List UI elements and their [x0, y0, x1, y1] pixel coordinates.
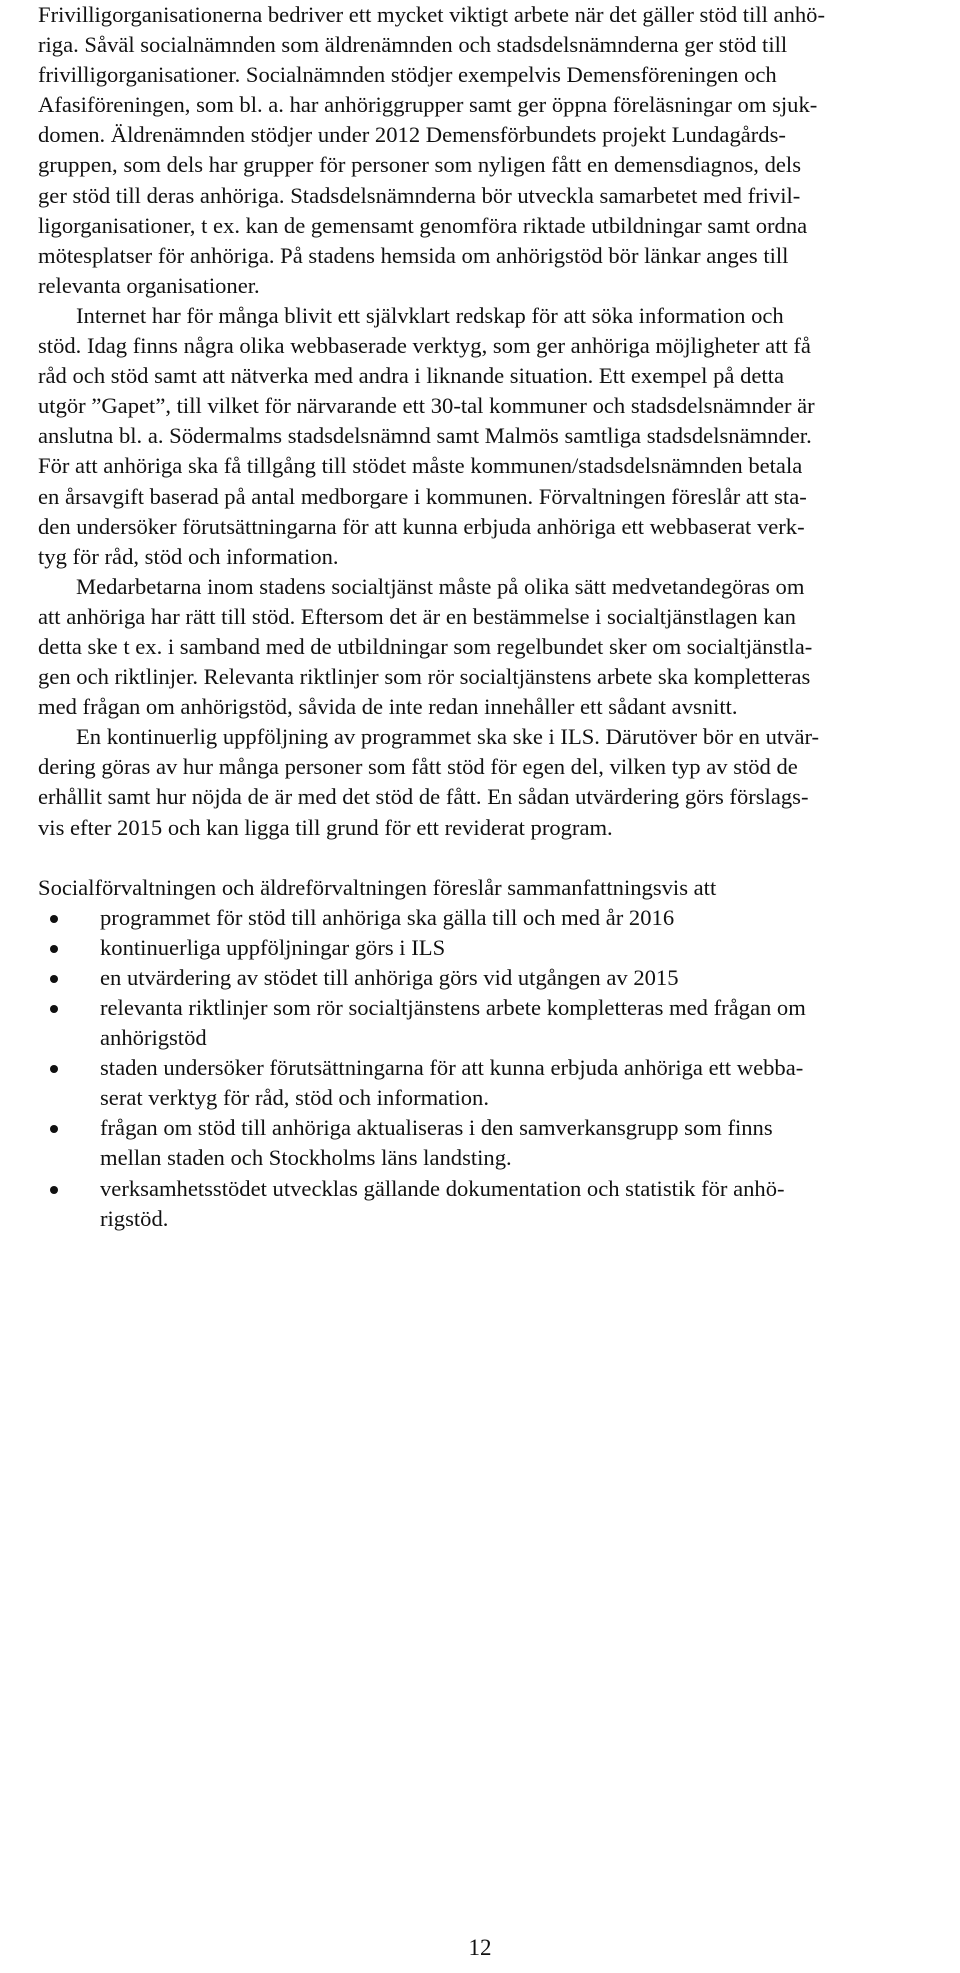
text-line: utgör ”Gapet”, till vilket för närvarande ett 30-tal kommuner och stadsdelsnämnder är	[38, 393, 815, 419]
bullet-icon	[50, 1005, 58, 1013]
bullet-text: serat verktyg för råd, stöd och information.	[100, 1085, 490, 1111]
bullet-text: kontinuerliga uppföljningar görs i ILS	[100, 934, 446, 960]
bullet-text: relevanta riktlinjer som rör socialtjänstens arbete kompletteras med frågan om	[100, 995, 806, 1020]
bullet-icon	[50, 1125, 58, 1133]
bullet-icon	[50, 915, 58, 923]
text-line: För att anhöriga ska få tillgång till stödet måste kommunen/stadsdelsnämnden betala	[38, 453, 803, 479]
text-line: vis efter 2015 och kan ligga till grund för ett reviderat program.	[38, 814, 613, 840]
document-body	[38, 0, 928, 1234]
text-line: den undersöker förutsättningarna för att kunna erbjuda anhöriga ett webbaserat verk-	[38, 513, 805, 539]
text-line: stöd. Idag finns några olika webbaserade verktyg, som ger anhöriga möjligheter att få	[38, 333, 811, 359]
text-line: Medarbetarna inom stadens socialtjänst måste på olika sätt medvetandegöras om	[76, 573, 805, 599]
bullet-text: verksamhetsstödet utvecklas gällande dokumentation och statistik för anhö-	[100, 1175, 785, 1201]
text-line: råd och stöd samt att nätverka med andra i liknande situation. Ett exempel på detta	[38, 363, 784, 389]
text-line: gruppen, som dels har grupper för personer som nyligen fått en demensdiagnos, dels	[38, 152, 801, 178]
summary-intro: Socialförvaltningen och äldreförvaltningen föreslår sammanfattningsvis att	[38, 874, 717, 900]
text-line: gen och riktlinjer. Relevanta riktlinjer som rör socialtjänstens arbete ska kompletteras	[38, 664, 811, 690]
text-line: ger stöd till deras anhöriga. Stadsdelsnämnderna bör utveckla samarbetet med frivil-	[38, 182, 801, 208]
bullet-icon	[50, 975, 58, 983]
text-line: mötesplatser för anhöriga. På stadens hemsida om anhörigstöd bör länkar anges till	[38, 242, 789, 268]
text-line: Afasiföreningen, som bl. a. har anhöriggrupper samt ger öppna föreläsningar om sjuk-	[38, 92, 818, 118]
bullet-item	[38, 1113, 928, 1173]
bullet-text: programmet för stöd till anhöriga ska gälla till och med år 2016	[100, 904, 675, 930]
page-number: 12	[468, 1935, 492, 1960]
text-line: frivilligorganisationer. Socialnämnden stödjer exempelvis Demensföreningen och	[38, 62, 777, 88]
bullet-item	[38, 963, 928, 993]
bullet-text: mellan staden och Stockholms läns landsting.	[100, 1145, 512, 1171]
paragraph-frivilligorganisationer	[38, 0, 928, 301]
text-line: med frågan om anhörigstöd, såvida de inte redan innehåller ett sådant avsnitt.	[38, 694, 738, 720]
paragraph-spacer	[38, 843, 928, 873]
bullet-icon	[50, 1186, 58, 1194]
paragraph-internet	[38, 301, 928, 572]
paragraph-medarbetarna	[38, 572, 928, 722]
bullet-item	[38, 993, 928, 1053]
text-line: Frivilligorganisationerna bedriver ett mycket viktigt arbete när det gäller stöd till anhö-	[38, 2, 825, 27]
bullet-text: rigstöd.	[100, 1205, 169, 1231]
text-line: anslutna bl. a. Södermalms stadsdelsnämnd samt Malmös samtliga stadsdelsnämnder.	[38, 423, 812, 449]
bullet-text: anhörigstöd	[100, 1025, 207, 1051]
bullet-item	[38, 933, 928, 963]
bullet-item	[38, 1174, 928, 1234]
text-line: En kontinuerlig uppföljning av programmet ska ske i ILS. Därutöver bör en utvär-	[76, 724, 820, 750]
text-line: domen. Äldrenämnden stödjer under 2012 Demensförbundets projekt Lundagårds-	[38, 122, 786, 148]
bullet-text: frågan om stöd till anhöriga aktualiseras i den samverkansgrupp som finns	[100, 1115, 773, 1141]
text-line: att anhöriga har rätt till stöd. Eftersom det är en bestämmelse i socialtjänstlagen kan	[38, 603, 796, 629]
bullet-text: staden undersöker förutsättningarna för att kunna erbjuda anhöriga ett webba-	[100, 1055, 804, 1081]
text-line: en årsavgift baserad på antal medborgare i kommunen. Förvaltningen föreslår att sta-	[38, 483, 807, 509]
text-line: riga. Såväl socialnämnden som äldrenämnden och stadsdelsnämnderna ger stöd till	[38, 32, 788, 58]
bullet-icon	[50, 945, 58, 953]
bullet-text: en utvärdering av stödet till anhöriga görs vid utgången av 2015	[100, 964, 679, 990]
text-line: relevanta organisationer.	[38, 272, 260, 298]
summary-bullet-list	[38, 903, 928, 1234]
text-line: detta ske t ex. i samband med de utbildningar som regelbundet sker om socialtjänstla-	[38, 633, 813, 659]
bullet-item	[38, 903, 928, 933]
text-line: erhållit samt hur nöjda de är med det stöd de fått. En sådan utvärdering görs förslags-	[38, 784, 809, 810]
text-line: tyg för råd, stöd och information.	[38, 543, 339, 569]
bullet-icon	[50, 1065, 58, 1073]
paragraph-uppfoljning	[38, 722, 928, 842]
text-line: ligorganisationer, t ex. kan de gemensamt genomföra riktade utbildningar samt ordna	[38, 212, 808, 238]
text-line: Internet har för många blivit ett självklart redskap för att söka information och	[76, 302, 784, 328]
bullet-item	[38, 1053, 928, 1113]
text-line: dering göras av hur många personer som fått stöd för egen del, vilken typ av stöd de	[38, 754, 798, 780]
